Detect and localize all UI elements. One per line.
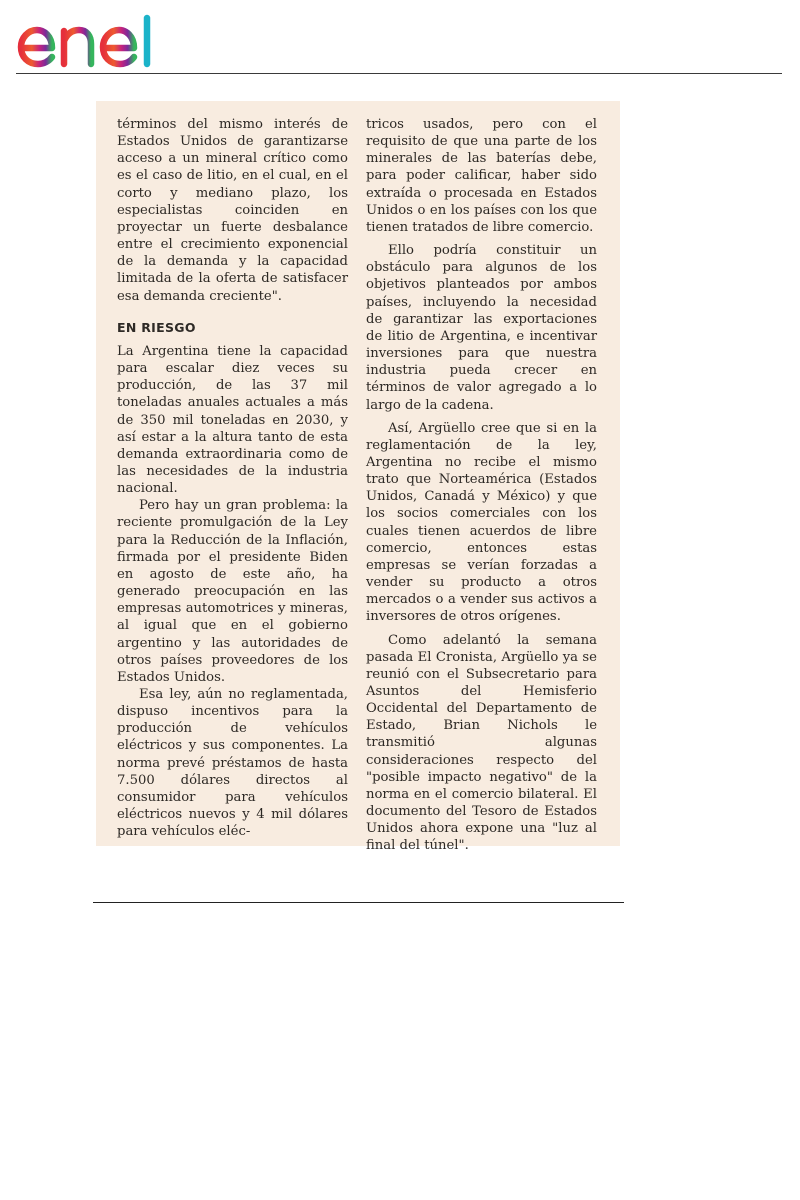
article-paragraph: Así, Argüello cree que si en la reglamentación de la ley, Argentina no recibe el mismo trato que Norteamérica (Estados Unidos, Canadá y México) y que los socios comerciales con los cuales tienen acuerdos de libre comercio, entonces estas empresas se verían forzadas a vender su producto a otros mercados o a vender sus activos a inversores de otros orígenes. — [366, 420, 597, 625]
article-paragraph: términos del mismo interés de Estados Unidos de garantizarse acceso a un mineral crítico como es el caso de litio, en el cual, en el corto y mediano plazo, los especialistas coinciden en proyectar un fuerte desbalance entre el crecimiento exponencial de la demanda y la capacidad limitada de la oferta de satisfacer esa demanda creciente". — [117, 117, 348, 304]
footer-divider — [93, 902, 624, 903]
news-clipping — [96, 101, 620, 854]
article-paragraph: Como adelantó la semana pasada El Cronista, Argüello ya se reunió con el Subsecretario para Asuntos del Hemisferio Occidental del Departamento de Estado, Brian Nichols le transmitió algunas consideraciones respecto del "posible impacto negativo" de la norma en el comercio bilateral. El documento del Tesoro de Estados Unidos ahora expone una "luz al final del túnel". — [366, 632, 597, 854]
section-subheading: EN RIESGO — [117, 319, 196, 335]
article-paragraph: tricos usados, pero con el requisito de que una parte de los minerales de las baterías debe, para poder calificar, haber sido extraída o procesada en Estados Unidos o en los países con los que tienen tratados de libre comercio. — [366, 117, 597, 235]
header-divider — [16, 73, 782, 74]
article-paragraph: Esa ley, aún no reglamentada, dispuso incentivos para la producción de vehículos eléctricos y sus componentes. La norma prevé préstamos de hasta 7.500 dólares directos al consumidor para vehículos eléctricos nuevos y 4 mil dólares para vehículos eléc- — [117, 687, 348, 840]
article-paragraph: Pero hay un gran problema: la reciente promulgación de la Ley para la Reducción de la Inflación, firmada por el presidente Biden en agosto de este año, ha generado preocupación en las empresas automotrices y mineras, al igual que en el gobierno argentino y las autoridades de otros países proveedores de los Estados Unidos. — [117, 498, 348, 685]
article-paragraph: Ello podría constituir un obstáculo para algunos de los objetivos planteados por ambos países, incluyendo la necesidad de garantizar las exportaciones de litio de Argentina, e incentivar inversiones para que nuestra industria pueda crecer en términos de valor agregado a lo largo de la cadena. — [366, 243, 597, 413]
article-column-left — [117, 116, 348, 840]
article-paragraph: La Argentina tiene la capacidad para escalar diez veces su producción, de las 37 mil toneladas anuales actuales a más de 350 mil toneladas en 2030, y así estar a la altura tanto de esta demanda extraordinaria como de las necesidades de la industria nacional. — [117, 343, 348, 497]
article-column-right — [366, 116, 597, 855]
enel-logo — [16, 14, 176, 74]
